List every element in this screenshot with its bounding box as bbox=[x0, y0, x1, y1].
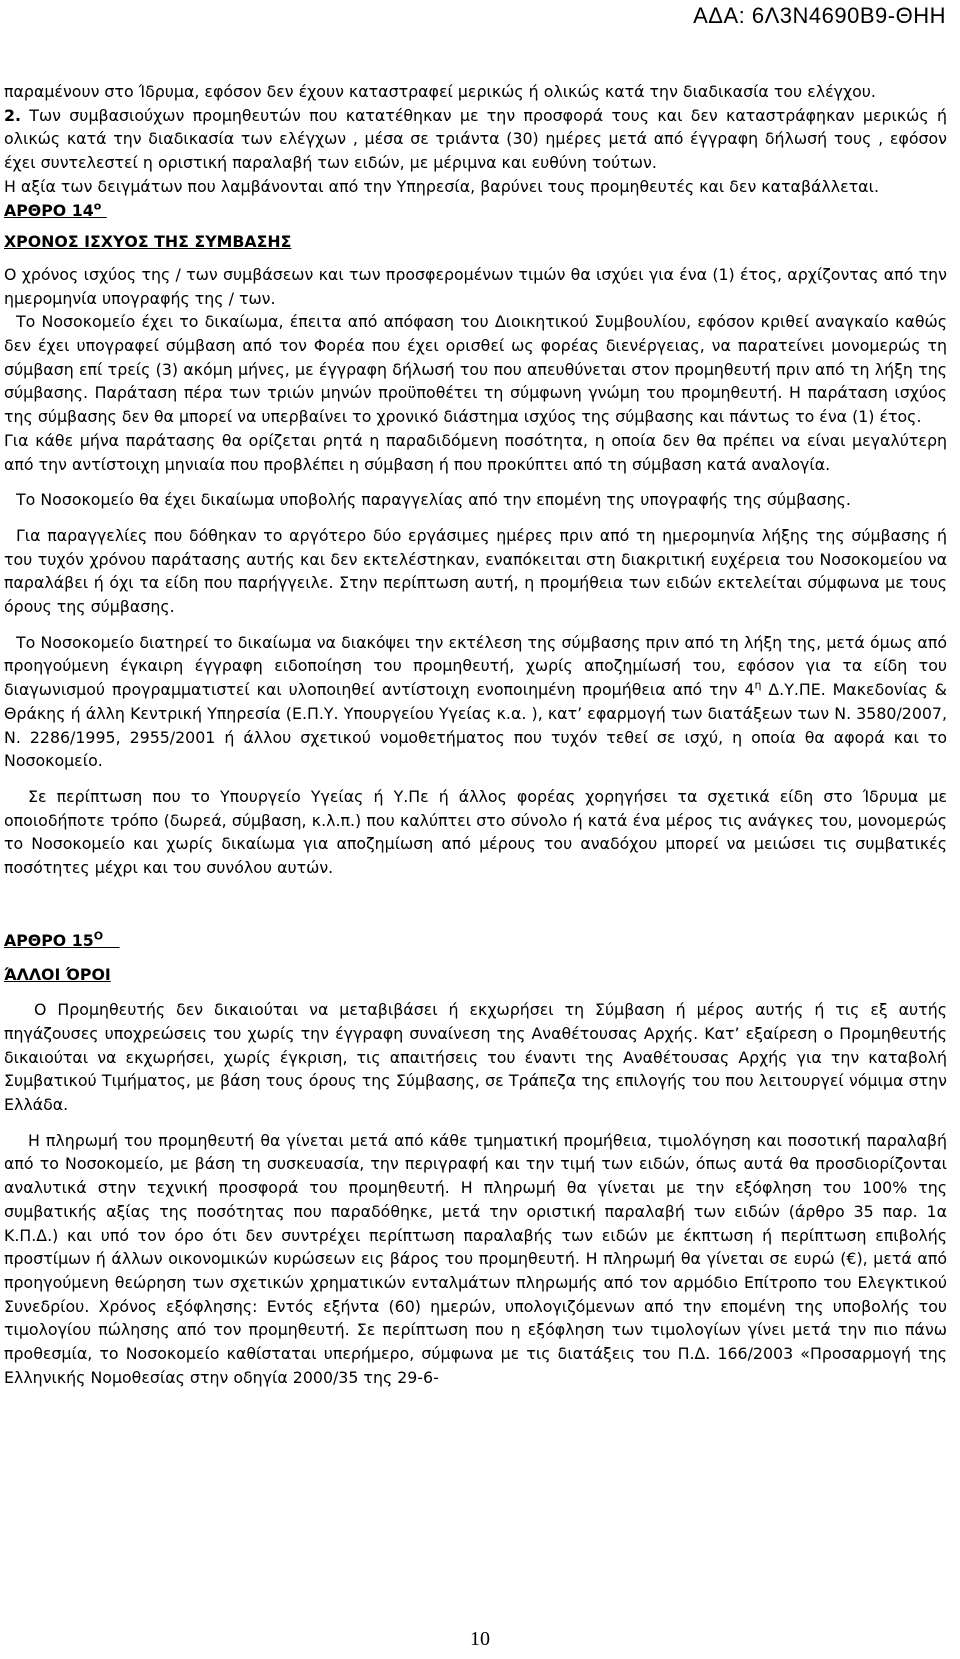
paragraph-text: Το Νοσοκομείο διατηρεί το δικαίωμα να διακόψει την εκτέλεση της σύμβασης πριν από τη λήξη της, μετά όμως από προηγούμενη έγκαιρη έγγραφη ειδοποίηση του προμηθευτή, χωρίς αποζημίωσή του, εφόσον για τα είδη του διαγωνισμού προγραμματιστεί και υλοποιηθεί αντίστοιχη ενοποιημένη προμήθεια από την 4 bbox=[4, 632, 947, 700]
article-number-sup: ο bbox=[93, 199, 102, 213]
paragraph: Η πληρωμή του προμηθευτή θα γίνεται μετά από κάθε τμηματική προμήθεια, τιμολόγηση και ποσοτική παραλαβή από το Νοσοκομείο, με βάση τη συσκευασία, την περιγραφή και την τιμή των ειδών, όπως αυτά θα προσδιορίζονται αναλυτικά στην τεχνική προσφορά του προμηθευτή. Η πληρωμή θα γίνεται με την εξόφληση του 100% της συμβατικής αξίας της ποσότητας που παραδόθηκε, μετά την οριστική παραλαβή των ειδών (άρθρο 35 παρ. 1α Κ.Π.Δ.) και υπό τον όρο ότι δεν συντρέχει περίπτωση παραλαβής των ειδών με έκπτωση ή περίπτωση επιβολής προστίμων ή άλλων οικονομικών κυρώσεων εις βάρος του προμηθευτή. Η πληρωμή θα γίνεται σε ευρώ (€), μετά από προηγούμενη θεώρηση των σχετικών χρηματικών ενταλμάτων πληρωμής από τον αρμόδιο Επίτροπο του Ελεγκτικού Συνεδρίου. Χρόνος εξόφλησης: Εντός εξήντα (60) ημερών, υπολογιζόμενων από την επομένη της υποβολής του τιμολογίου πώλησης από τον προμηθευτή. Σε περίπτωση που η εξόφληση των τιμολογίων γίνει μετά την πιο πάνω προθεσμία, το Νοσοκομείο καθίσταται υπερήμερο, σύμφωνα με τις διατάξεις του Π.Δ. 166/2003 «Προσαρμογή της Ελληνικής Νομοθεσίας στην οδηγία 2000/35 της 29-6- bbox=[4, 1130, 947, 1387]
article-15-title: ΆΛΛΟΙ ΌΡΟΙ bbox=[4, 964, 111, 984]
article-15-number bbox=[4, 929, 947, 953]
paragraph: Για παραγγελίες που δόθηκαν το αργότερο δύο εργάσιμες ημέρες πριν από τη ημερομηνία λήξης της σύμβασης ή του τυχόν χρόνου παράτασης αυτής και δεν εκτελέστηκαν, εναπόκειται στη διακριτική ευχέρεια του Νοσοκομείου να παραλάβει ή όχι τα είδη που παρήγγειλε. Στην περίπτωση αυτή, η προμήθεια των ειδών εκτελείται σύμφωνα με τους όρους της σύμβασης. bbox=[4, 525, 947, 617]
paragraph: Ο χρόνος ισχύος της / των συμβάσεων και των προσφερομένων τιμών θα ισχύει για ένα (1) έτος, αρχίζοντας από την ημερομηνία υπογραφής της / των. bbox=[4, 264, 947, 308]
paragraph: Για κάθε μήνα παράτασης θα ορίζεται ρητά η παραδιδόμενη ποσότητα, η οποία δεν θα πρέπει να είναι μεγαλύτερη από την αντίστοιχη μηνιαία που προβλέπει η σύμβαση ή που προκύπτει από τη σύμβαση κατά αναλογία. bbox=[4, 430, 947, 474]
paragraph-text: Των συμβασιούχων προμηθευτών που κατατέθηκαν με την προσφορά τους και δεν καταστράφηκαν μερικώς ή ολικώς κατά την διαδικασία των ελέγχων , μέσα σε τριάντα (30) ημέρες μετά από έγγραφη δήλωσή τους , εφόσον έχει συντελεστεί η οριστική παραλαβή των ειδών, με μέριμνα και ευθύνη τούτων. bbox=[4, 105, 947, 173]
paragraph: Το Νοσοκομείο έχει το δικαίωμα, έπειτα από απόφαση του Διοικητικού Συμβουλίου, εφόσον κριθεί αναγκαίο καθώς δεν έχει υπογραφεί σύμβαση από τον Φορέα που έχει ορισθεί ως φορέας διενέργειας, να παρατείνει μονομερώς τη σύμβαση επί τρείς (3) ακόμη μήνες, με έγγραφη δήλωσή του που απευθύνεται στον προμηθευτή πριν από τη λήξη της σύμβασης. Παράταση πέρα των τριών μηνών προϋποθέτει τη σύμφωνη γνώμη του προμηθευτή. Η παράταση ισχύος της σύμβασης δεν θα μπορεί να υπερβαίνει το χρονικό διάστημα ισχύος της σύμβασης και πάντως το ένα (1) έτος. bbox=[4, 312, 947, 427]
paragraph: Ο Προμηθευτής δεν δικαιούται να μεταβιβάσει ή εκχωρήσει τη Σύμβαση ή μέρος αυτής ή τις εξ αυτής πηγάζουσες υποχρεώσεις του χωρίς την έγγραφη συναίνεση της Αναθέτουσας Αρχής. Κατ’ εξαίρεση ο Προμηθευτής δικαιούται να εκχωρήσει, χωρίς έγκριση, τις απαιτήσεις του έναντι της Αναθέτουσας Αρχής για την καταβολή Συμβατικού Τιμήματος, με βάση τους όρους της Σύμβασης, σε Τράπεζα της επιλογής του που λειτουργεί νόμιμα στην Ελλάδα. bbox=[4, 1000, 947, 1115]
item-number: 2. bbox=[4, 105, 21, 125]
paragraph: Σε περίπτωση που το Υπουργείο Υγείας ή Υ.Πε ή άλλος φορέας χορηγήσει τα σχετικά είδη στο Ίδρυμα με οποιοδήποτε τρόπο (δωρεά, σύμβαση, κ.λ.π.) που καλύπτει στο σύνολο ή κατά ένα μέρος τις ανάγκες του, μονομερώς το Νοσοκομείο και χωρίς δικαίωμα για αποζημίωση από μέρους του αναδόχου μπορεί να μειώσει τις συμβατικές ποσότητες μέχρι και του συνόλου αυτών. bbox=[4, 786, 947, 878]
article-number-sup: Ο bbox=[93, 929, 104, 943]
document-body bbox=[4, 80, 947, 1389]
page-number: 10 bbox=[470, 1628, 490, 1650]
article-14-number bbox=[4, 199, 947, 223]
article-14-title: ΧΡΟΝΟΣ ΙΣΧΥΟΣ ΤΗΣ ΣΥΜΒΑΣΗΣ bbox=[4, 232, 292, 252]
paragraph: παραμένουν στο Ίδρυμα, εφόσον δεν έχουν καταστραφεί μερικώς ή ολικώς κατά την διαδικασία του ελέγχου. bbox=[4, 82, 876, 101]
paragraph: Το Νοσοκομείο θα έχει δικαίωμα υποβολής παραγγελίας από την επομένη της υπογραφής της σύμβασης. bbox=[16, 490, 851, 510]
paragraph bbox=[4, 631, 947, 773]
paragraph-text: Δ.Υ.ΠΕ. Μακεδονίας & Θράκης ή άλλη Κεντρική Υπηρεσία (Ε.Π.Υ. Υπουργείου Υγείας κ.α. ), κατ’ εφαρμογή των διατάξεων των Ν. 3580/2007, Ν. 2286/1995, 2955/2001 ή άλλου σχετικού νομοθετήματος που τυχόν τεθεί σε ισχύ, η οποία θα αφορά και το Νοσοκομείο. bbox=[4, 680, 948, 771]
article-number-text: ΑΡΘΡΟ 15 bbox=[4, 930, 94, 950]
superscript: η bbox=[754, 678, 762, 692]
article-number-text: ΑΡΘΡΟ 14 bbox=[4, 200, 94, 220]
paragraph: Η αξία των δειγμάτων που λαμβάνονται από την Υπηρεσία, βαρύνει τους προμηθευτές και δεν καταβάλλεται. bbox=[4, 176, 879, 196]
paragraph bbox=[4, 104, 947, 175]
ada-code: ΑΔΑ: 6Λ3Ν4690Β9-ΘΗΗ bbox=[693, 3, 946, 28]
